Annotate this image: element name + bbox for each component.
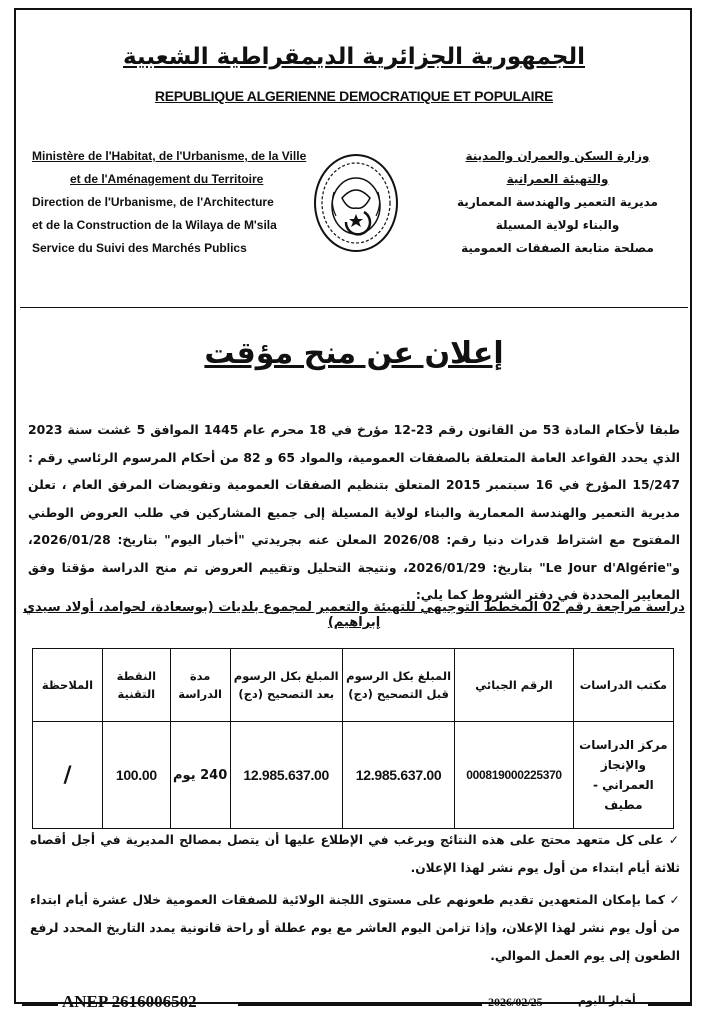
ministry-line-5: Service du Suivi des Marchés Publics xyxy=(32,241,247,255)
cell-remark: / xyxy=(33,722,103,829)
footer-rule-right xyxy=(648,1004,692,1006)
ministry-ar-line-5: مصلحة متابعة الصفقات العمومية xyxy=(461,241,654,255)
col-amount-before: المبلغ بكل الرسوم قبل التصحيح (دج) xyxy=(342,649,454,722)
ministry-ar-line-4: والبناء لولاية المسيلة xyxy=(495,218,620,232)
publication-date: 2026/02/25 xyxy=(488,995,543,1009)
study-title: دراسة مراجعة رقم 02 المخطط التوجيهي للتهيئة والتعمير لمجموع بلديات (بوسعادة، لحوامد، أولاد سيدي إبراهيم) xyxy=(23,600,685,630)
col-remark: الملاحظة xyxy=(33,649,103,722)
ministry-line-4: et de la Construction de la Wilaya de M'sila xyxy=(32,218,277,232)
award-table xyxy=(32,648,674,829)
cell-tax-id: 000819000225370 xyxy=(455,722,573,829)
notes-section xyxy=(30,826,680,974)
cell-office: مركز الدراسات والإنجاز العمراني - مطيف xyxy=(573,722,673,829)
col-amount-after: المبلغ بكل الرسوم بعد التصحيح (دج) xyxy=(230,649,342,722)
ministry-line-2: et de l'Aménagement du Territoire xyxy=(70,172,264,186)
ministry-ar-line-1: وزارة السكن والعمران والمدينة xyxy=(465,149,650,163)
announcement-body: طبقا لأحكام المادة 53 من القانون رقم 23-12 مؤرخ في 18 محرم عام 1445 الموافق 5 غشت سنة 2023 الذي يحدد القواعد العامة المتعلقة بالصفقات العمومية، والمواد 65 و 82 من أحكام المرسوم الرئاسي رقم : 15/247 المؤرخ في 16 سبتمبر 2015 المتعلق بتنظيم الصفقات العمومية وتفويضات المرفق العام ، تعلن مديرية التعمير والهندسة المعمارية والبناء لولاية المسيلة إلى جميع المشاركين في طلب العروض الوطني المفتوح مع اشتراط قدرات دنيا رقم: 2026/08 المعلن عنه بجريدتي "أخبار اليوم" بتاريخ: 2026/01/28، و"Le Jour d'Algérie" بتاريخ: 2026/01/29، ونتيجة التحليل وتقييم العروض تم منح الدراسة مؤقتا وفق المعايير المحددة في دفتر الشروط كما يلي: xyxy=(28,422,681,602)
note-2-text: كما بإمكان المتعهدين تقديم طعونهم على مستوى اللجنة الولائية للصفقات العمومية خلال عشرة أيام ابتداء من أول يوم نشر لهذا الإعلان، وإذا تزامن اليوم العاشر مع يوم عطلة أو راحة قانونية يمدد التاريخ المحدد لرفع الطعون إلى يوم العمل الموالي. xyxy=(30,893,680,963)
ministry-line-3: Direction de l'Urbanisme, de l'Architecture xyxy=(32,195,274,209)
cell-duration: 240 يوم xyxy=(170,722,230,829)
french-republic-title: REPUBLIQUE ALGERIENNE DEMOCRATIQUE ET POPULAIRE xyxy=(154,88,554,104)
col-tax-id: الرقم الجبائي xyxy=(455,649,573,722)
arabic-republic-title: الجمهورية الجزائرية الديمقراطية الشعبية xyxy=(122,44,586,70)
note-1-text: على كل متعهد محتج على هذه النتائج ويرغب في الإطلاع عليها أن يتصل بمصالح المديرية في أجل أقصاه ثلاثة أيام ابتداء من أول يوم نشر لهذا الإعلان. xyxy=(30,833,680,875)
ministry-line-1: Ministère de l'Habitat, de l'Urbanisme, de la Ville xyxy=(32,149,307,163)
newspaper-name: أخبار اليوم xyxy=(578,994,636,1007)
footer xyxy=(0,992,708,1018)
ministry-ar-line-3: مديرية التعمير والهندسة المعمارية xyxy=(457,195,658,209)
table-header-row xyxy=(33,649,674,722)
col-office: مكتب الدراسات xyxy=(573,649,673,722)
col-duration: مدة الدراسة xyxy=(170,649,230,722)
ministry-ar-line-2: والتهيئة العمرانية xyxy=(506,172,609,186)
table-row xyxy=(33,722,674,829)
checkmark-icon: ✓ xyxy=(668,833,681,847)
announcement-title: إعلان عن منح مؤقت xyxy=(204,336,504,371)
cell-amount-before: 12.985.637.00 xyxy=(342,722,454,829)
ministry-block-arabic xyxy=(440,145,675,260)
header-divider xyxy=(20,307,688,308)
note-1 xyxy=(30,826,680,882)
note-2 xyxy=(30,886,680,970)
cell-amount-after: 12.985.637.00 xyxy=(230,722,342,829)
anep-reference: ANEP 2616006502 xyxy=(62,992,197,1011)
checkmark-icon: ✓ xyxy=(669,893,681,907)
footer-rule-middle xyxy=(238,1004,482,1006)
national-seal-emblem xyxy=(312,152,400,254)
col-tech-score: النقطة التقنية xyxy=(102,649,170,722)
footer-rule-left xyxy=(22,1004,58,1006)
cell-tech-score: 100.00 xyxy=(102,722,170,829)
ministry-block-french xyxy=(32,145,307,260)
